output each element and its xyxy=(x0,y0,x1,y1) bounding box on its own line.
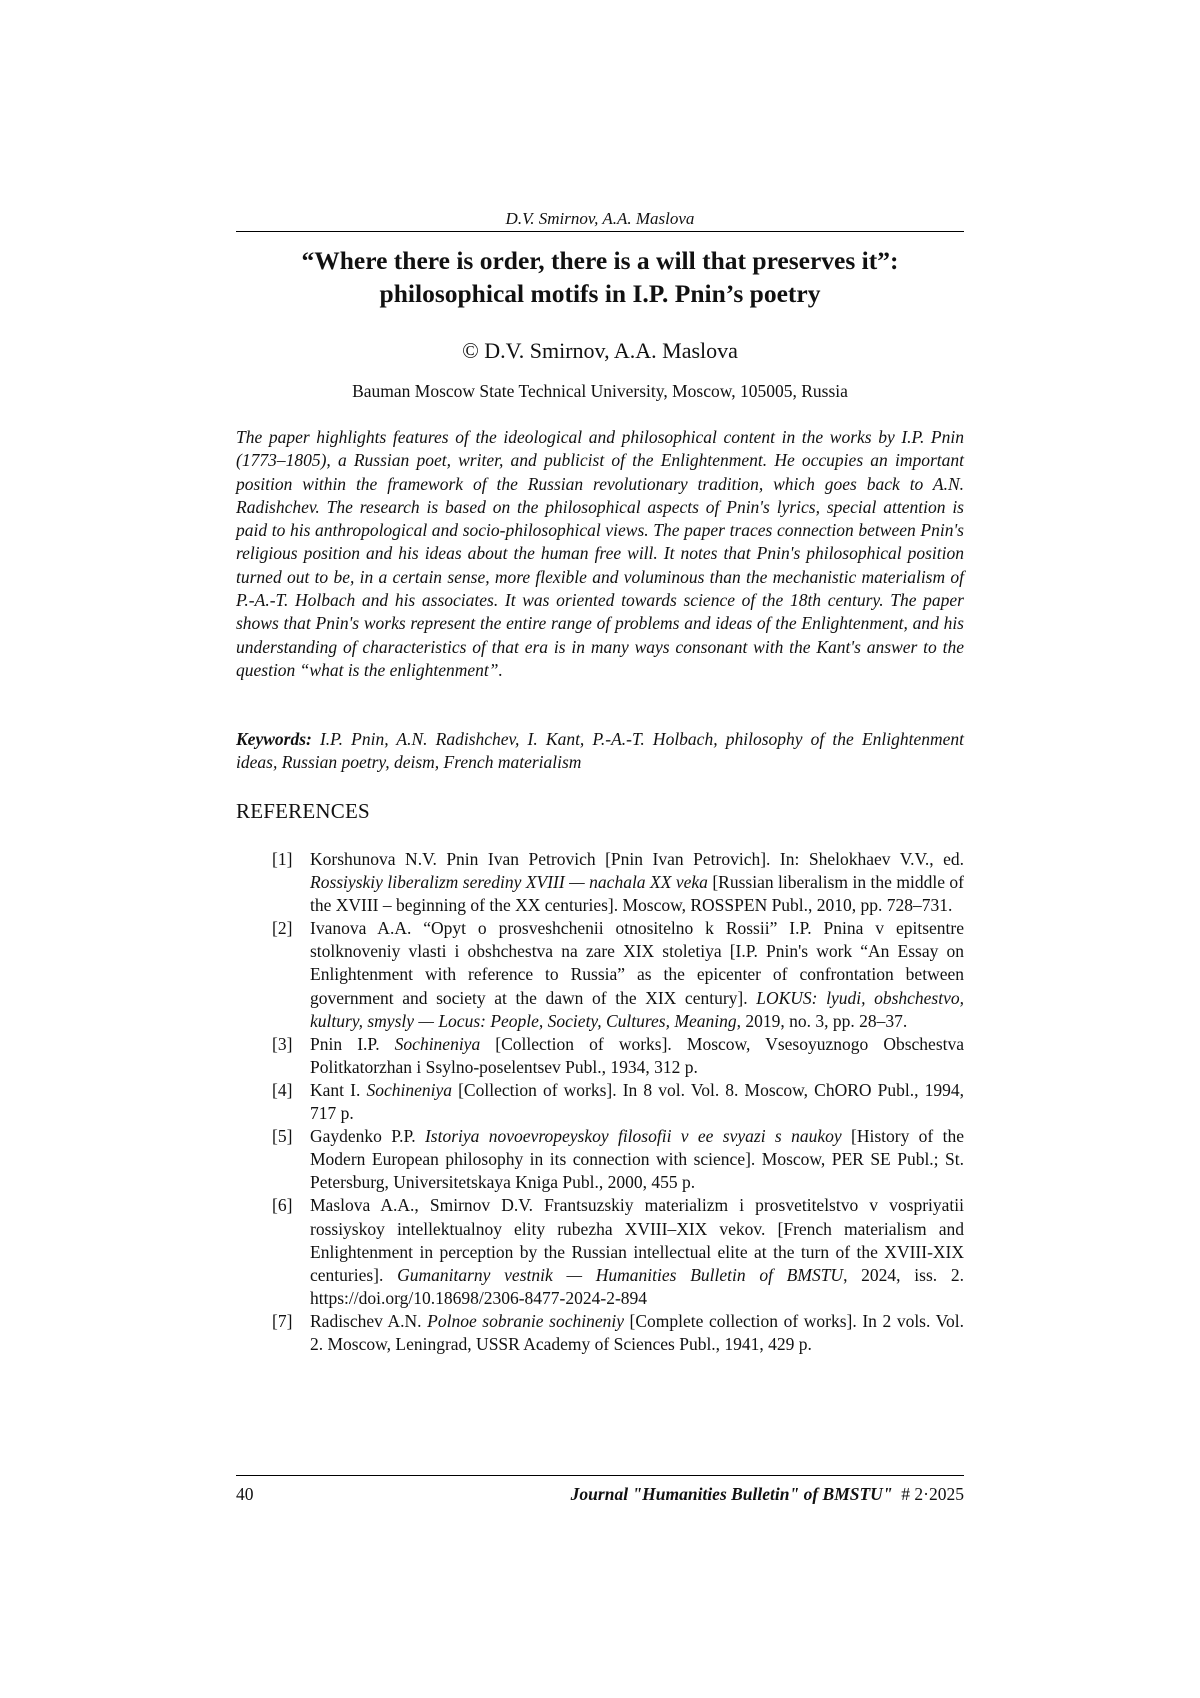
header-rule xyxy=(236,231,964,232)
reference-title: Sochineniya xyxy=(394,1033,481,1054)
keywords-text: I.P. Pnin, A.N. Radishchev, I. Kant, P.-A.-T. Holbach, philosophy of the Enlightenment ideas, Russian poetry, deism, French materialism xyxy=(236,729,965,773)
keywords-label: Keywords: xyxy=(236,729,312,749)
affiliation: Bauman Moscow State Technical University, Moscow, 105005, Russia xyxy=(352,381,848,401)
title-line-1: “Where there is order, there is a will that preserves it”: xyxy=(301,246,899,275)
journal-info xyxy=(571,1483,964,1505)
reference-text: [Collection of works]. In 8 vol. Vol. 8. Moscow, ChORO Publ., 1994, 717 p. xyxy=(310,1079,964,1124)
references-list xyxy=(272,848,964,1356)
reference-text: [Complete collection of works]. In 2 vols. Vol. 2. Moscow, Leningrad, USSR Academy of Sciences Publ., 1941, 429 p. xyxy=(310,1310,965,1354)
running-head: D.V. Smirnov, A.A. Maslova xyxy=(505,209,695,228)
reference-item xyxy=(272,1033,964,1079)
reference-number: [4] xyxy=(272,1079,293,1100)
reference-title: Rossiyskiy liberalizm serediny XVIII — nachala XX veka xyxy=(310,872,708,893)
reference-title: Polnoe sobranie sochineniy xyxy=(427,1310,624,1331)
page-footer xyxy=(236,1483,964,1507)
page-number: 40 xyxy=(236,1484,254,1504)
keywords xyxy=(236,728,964,775)
reference-title: Sochineniya xyxy=(366,1079,452,1100)
reference-number: [3] xyxy=(272,1033,293,1054)
reference-item xyxy=(272,848,964,917)
reference-item xyxy=(272,1310,964,1356)
reference-number: [1] xyxy=(272,849,293,869)
reference-text: [Russian liberalism in the middle of the XVIII – beginning of the XX centuries]. Moscow, ROSSPEN Publ., 2010, pp. 728–731. xyxy=(310,872,964,916)
reference-text: [Collection of works]. Moscow, Vsesoyuznogo Obschestva Politkatorzhan i Ssylno-poselentsev Publ., 1934, 312 p. xyxy=(310,1033,965,1077)
reference-title: Gumanitarny vestnik — Humanities Bulletin of BMSTU xyxy=(397,1264,844,1285)
reference-text: Korshunova N.V. Pnin Ivan Petrovich [Pnin Ivan Petrovich]. In: Shelokhaev V.V., ed. xyxy=(310,849,964,869)
article-title xyxy=(236,244,964,310)
issue-number: # 2·2025 xyxy=(901,1484,964,1504)
reference-text: Radischev A.N. xyxy=(310,1310,428,1331)
footer-rule xyxy=(236,1475,964,1476)
reference-number: [6] xyxy=(272,1195,293,1216)
reference-text: Pnin I.P. xyxy=(310,1033,395,1054)
reference-text: , 2019, no. 3, pp. 28–37. xyxy=(736,1010,908,1031)
reference-text: Gaydenko P.P. xyxy=(310,1126,425,1147)
reference-number: [5] xyxy=(272,1126,293,1147)
reference-text: Kant I. xyxy=(310,1079,367,1100)
reference-title: LOKUS: lyudi, obshchestvo, kultury, smysly — Locus: People, Society, Cultures, Meaning xyxy=(310,987,964,1031)
reference-title: Istoriya novoevropeyskoy filosofii v ee svyazi s naukoy xyxy=(424,1126,842,1147)
reference-text: Ivanova A.A. “Opyt o prosveshchenii otnositelno k Rossii” I.P. Pnina v epitsentre stolknoveniy vlasti i obshchestva na zare XIX stoletiya [I.P. Pnin's work “An Essay on Enlightenment with reference to Russia” as the epicenter of confrontation between government and society at the dawn of the XIX century]. xyxy=(310,918,964,1008)
reference-text: [History of the Modern European philosophy in its connection with science]. Moscow, PER SE Publ.; St. Petersburg, Universitetskaya Kniga Publ., 2000, 455 p. xyxy=(310,1126,964,1193)
reference-number: [2] xyxy=(272,918,293,939)
authors-line: © D.V. Smirnov, A.A. Maslova xyxy=(462,338,738,363)
reference-item xyxy=(272,1079,964,1125)
reference-item xyxy=(272,1125,964,1194)
reference-item xyxy=(272,1194,964,1309)
references-heading: REFERENCES xyxy=(236,799,370,823)
reference-text: , 2024, iss. 2. https://doi.org/10.18698/2306-8477-2024-2-894 xyxy=(310,1264,965,1308)
journal-name: Journal "Humanities Bulletin" of BMSTU" xyxy=(570,1484,893,1504)
reference-item xyxy=(272,917,964,1032)
reference-text: Maslova A.A., Smirnov D.V. Frantsuzskiy materializm i prosvetitelstvo v vospriyatii rossiyskoy intellektualnoy elity rubezha XVIII–XIX vekov. [French materialism and Enlightenment in perception by the Russian intellectual elite at the turn of the XVIII-XIX centuries]. xyxy=(310,1195,964,1285)
abstract: The paper highlights features of the ideological and philosophical content in the works by I.P. Pnin (1773–1805), a Russian poet, writer, and publicist of the Enlightenment. He occupies an important position within the framework of the Russian revolutionary tradition, which goes back to A.N. Radishchev. The research is based on the philosophical aspects of Pnin's lyrics, special attention is paid to his anthropological and socio-philosophical views. The paper traces connection between Pnin's religious position and his ideas about the human free will. It notes that Pnin's philosophical position turned out to be, in a certain sense, more flexible and voluminous than the mechanistic materialism of P.-A.-T. Holbach and his associates. It was oriented towards science of the 18th century. The paper shows that Pnin's works represent the entire range of problems and ideas of the Enlightenment, and his understanding of characteristics of that era is in many ways consonant with the Kant's answer to the question “what is the enlightenment”. xyxy=(236,427,964,680)
title-line-2: philosophical motifs in I.P. Pnin’s poetry xyxy=(379,279,821,308)
reference-number: [7] xyxy=(272,1310,293,1331)
